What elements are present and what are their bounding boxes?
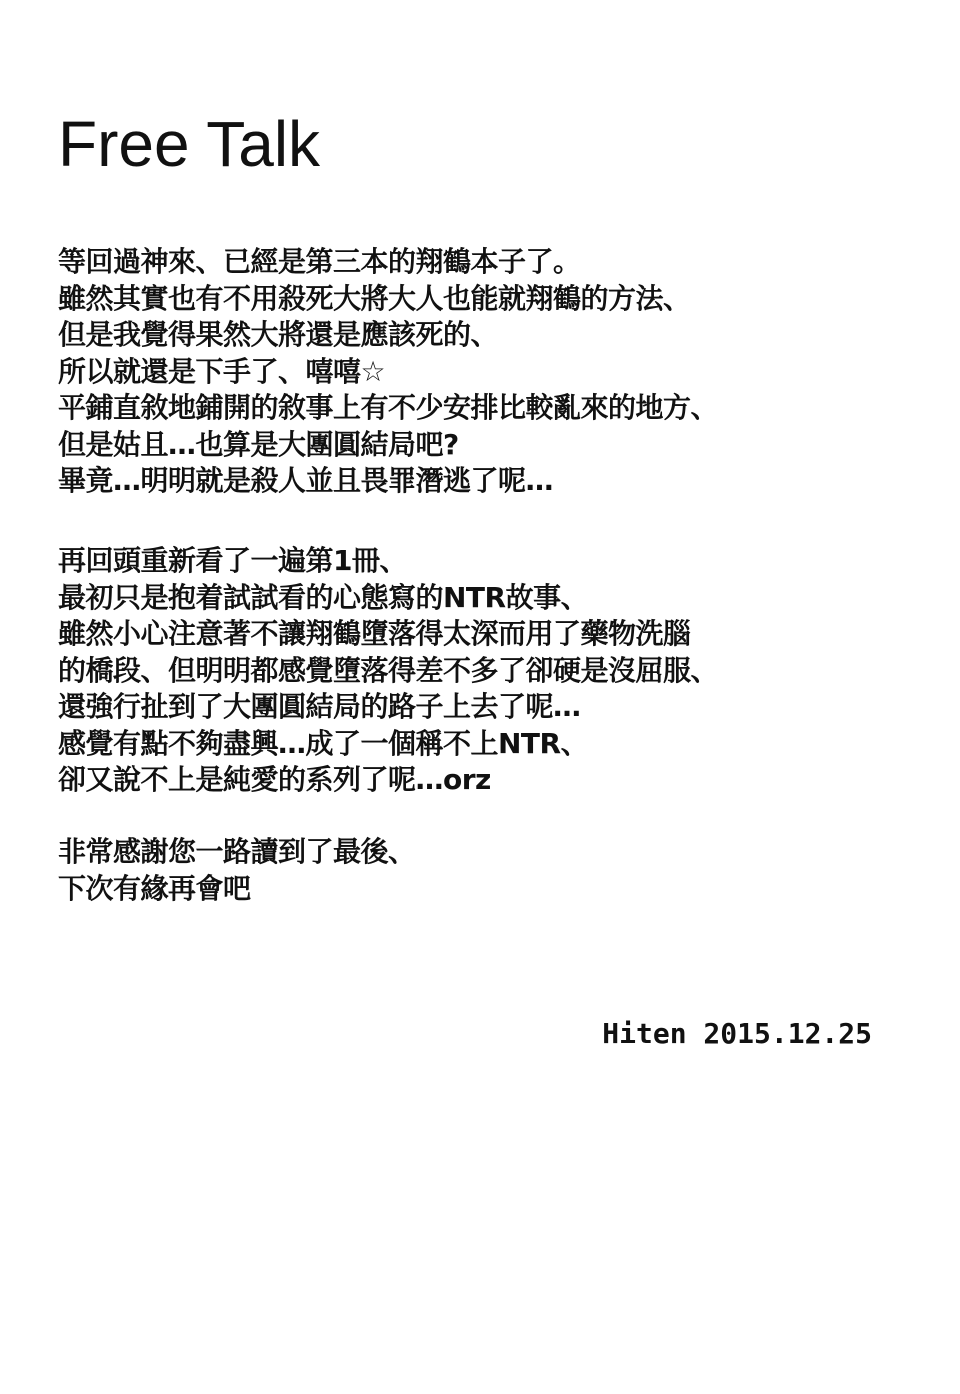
text-line: 但是我覺得果然大將還是應該死的、 (58, 318, 499, 351)
page-title: Free Talk (58, 108, 321, 180)
text-line: 雖然其實也有不用殺死大將大人也能就翔鶴的方法、 (58, 281, 691, 315)
signature: Hiten 2015.12.25 (602, 1017, 872, 1050)
paragraph-3 (58, 834, 416, 907)
text-line: 的橋段、但明明都感覺墮落得差不多了卻硬是沒屈服、 (58, 653, 719, 687)
text-line: 畢竟…明明就是殺人並且畏罪潛逃了呢… (58, 464, 554, 497)
text-line: 非常感謝您一路讀到了最後、 (58, 835, 416, 868)
text-line: 最初只是抱着試試看的心態寫的NTR故事、 (58, 580, 589, 614)
text-line: 但是姑且…也算是大團圓結局吧? (58, 427, 459, 461)
text-line: 還強行扯到了大團圓結局的路子上去了呢… (58, 690, 581, 723)
text-line: 所以就還是下手了、嘻嘻☆ (58, 354, 386, 388)
text-line: 平鋪直敘地鋪開的敘事上有不少安排比較亂來的地方、 (58, 391, 719, 424)
text-line: 等回過神來、已經是第三本的翔鶴本子了。 (58, 245, 581, 278)
paragraph-2 (58, 543, 718, 799)
paragraph-1 (58, 244, 718, 500)
text-line: 卻又說不上是純愛的系列了呢…orz (58, 763, 491, 796)
text-line: 再回頭重新看了一遍第1冊、 (58, 544, 407, 577)
text-line: 雖然小心注意著不讓翔鶴墮落得太深而用了藥物洗腦 (58, 617, 691, 650)
text-line: 感覺有點不夠盡興…成了一個稱不上NTR、 (58, 726, 589, 760)
text-line: 下次有緣再會吧 (58, 871, 251, 905)
